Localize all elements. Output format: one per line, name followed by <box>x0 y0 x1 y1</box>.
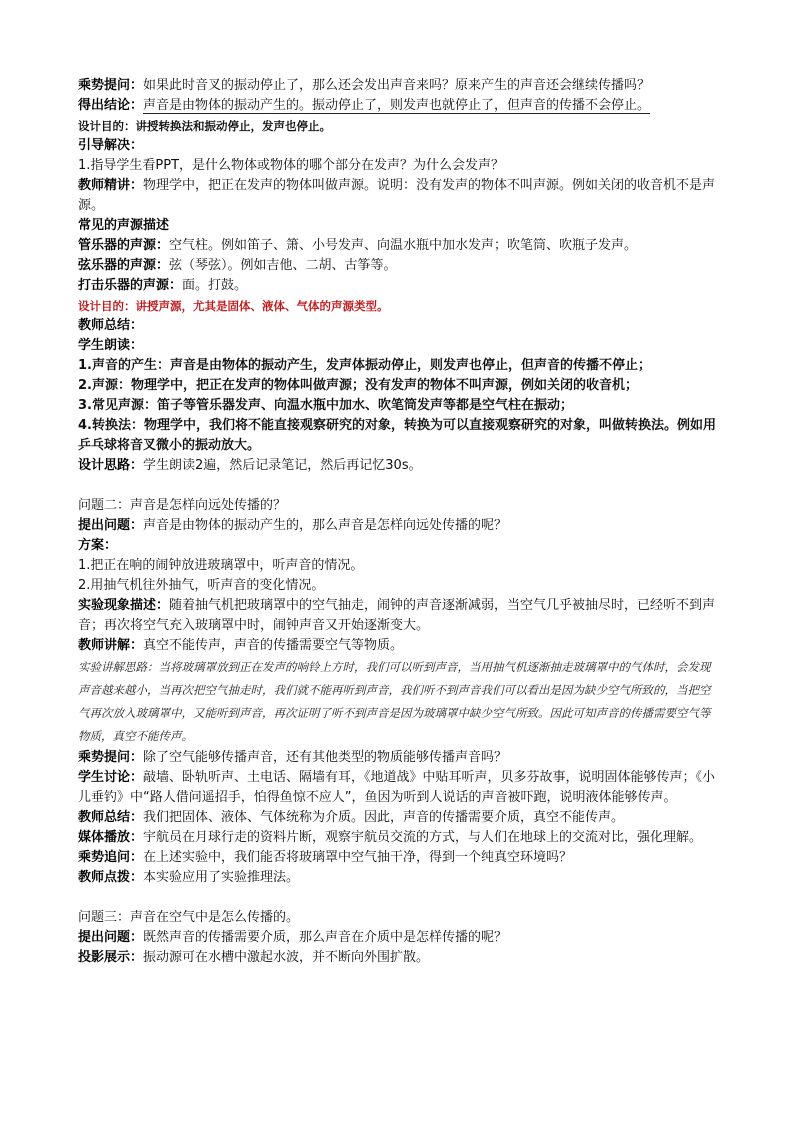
paragraph <box>78 948 718 968</box>
label: 教师总结： <box>78 810 144 825</box>
label: 教师讲解： <box>78 638 144 653</box>
label: 设计思路： <box>78 458 144 473</box>
paragraph <box>78 868 718 888</box>
text: 弦（琴弦）。例如吉他、二胡、古筝等。 <box>169 258 397 273</box>
label: 弦乐器的声源： <box>78 258 170 273</box>
text: 声音是怎样向远处传播的？ <box>130 498 287 513</box>
label: 乘势提问： <box>78 750 144 765</box>
label: 投影展示： <box>78 950 144 965</box>
paragraph <box>78 256 718 276</box>
text: 声音是由物体的振动产生的，那么声音是怎样向远处传播的呢？ <box>143 518 508 533</box>
section-heading: 方案： <box>78 538 118 553</box>
text: 面。打鼓。 <box>182 278 248 293</box>
text: 除了空气能够传播声音，还有其他类型的物质能够传播声音吗？ <box>143 750 508 765</box>
spacer <box>78 888 718 908</box>
paragraph <box>78 496 718 516</box>
section-heading: 教师总结： <box>78 318 144 333</box>
label: 管乐器的声源： <box>78 238 170 253</box>
paragraph <box>78 848 718 868</box>
paragraph <box>78 748 718 768</box>
paragraph <box>78 516 718 536</box>
label: 乘势提问： <box>78 78 144 93</box>
paragraph <box>78 96 718 116</box>
design-purpose: 设计目的：讲授声源，尤其是固体、液体、气体的声源类型。 <box>78 299 389 313</box>
paragraph <box>78 596 718 636</box>
text: 我们把固体、液体、气体统称为介质。因此，声音的传播需要介质，真空不能传声。 <box>143 810 625 825</box>
text: 本实验应用了实验推理法。 <box>143 870 300 885</box>
text: 随着抽气机把玻璃罩中的空气抽走，闹钟的声音逐渐减弱，当空气几乎被抽尽时，已经听不到声音；再次将空气充入玻璃罩中时，闹钟声音又开始逐渐变大。 <box>78 598 716 633</box>
label: 学生讨论： <box>78 770 144 785</box>
spacer <box>78 476 718 496</box>
paragraph <box>78 456 718 476</box>
label: 媒体播放： <box>78 830 144 845</box>
text: 敲墙、卧轨听声、土电话、隔墙有耳，《地道战》中贴耳听声，贝多芬故事，说明固体能够传声；《小儿垂钓》中“路人借问遥招手，怕得鱼惊不应人”，鱼因为听到人说话的声音被吓跑，说明液体能够传声。 <box>78 770 716 805</box>
paragraph <box>78 236 718 256</box>
paragraph <box>78 928 718 948</box>
paragraph: 1.指导学生看PPT，是什么物体或物体的哪个部分在发声？为什么会发声？ <box>78 158 505 173</box>
text: 物理学中，把正在发声的物体叫做声源。说明：没有发声的物体不叫声源。例如关闭的收音机不是声源。 <box>78 178 716 213</box>
label: 提出问题： <box>78 930 144 945</box>
design-purpose: 设计目的：讲授转换法和振动停止，发声也停止。 <box>78 119 331 133</box>
label: 得出结论： <box>78 98 144 113</box>
paragraph <box>78 276 718 296</box>
text: 既然声音的传播需要介质，那么声音在介质中是怎样传播的呢？ <box>143 930 508 945</box>
summary-item: 2.声源：物理学中，把正在发声的物体叫做声源；没有发声的物体不叫声源，例如关闭的收音机； <box>78 378 638 393</box>
summary-item: 1.声音的产生：声音是由物体的振动产生，发声体振动停止，则发声也停止，但声音的传播不停止； <box>78 358 651 373</box>
handwritten-note: 实验讲解思路：当将玻璃罩放到正在发声的响铃上方时，我们可以听到声音，当用抽气机逐渐抽走玻璃罩中的气体时，会发现声音越来越小，当再次把空气抽走时，我们就不能再听到声音，我们听不到声音我们可以看出是因为缺少空气所致的，当把空气再次放入玻璃罩中，又能听到声音，再次证明了听不到声音是因为玻璃罩中缺少空气所致。因此可知声音的传播需要空气等物质，真空不能传声。 <box>78 660 711 743</box>
text: 学生朗读2遍，然后记录笔记，然后再记忆30s。 <box>143 458 422 473</box>
paragraph: 1.把正在响的闹钟放进玻璃罩中，听声音的情况。 <box>78 558 364 573</box>
underlined-text: 声音是由物体的振动产生的。振动停止了，则发声也就停止了，但声音的传播不会停止。 <box>143 98 651 113</box>
lesson-plan-page <box>78 76 718 968</box>
paragraph <box>78 828 718 848</box>
paragraph <box>78 76 718 96</box>
text: 如果此时音叉的振动停止了，那么还会发出声音来吗？原来产生的声音还会继续传播吗？ <box>143 78 651 93</box>
paragraph <box>78 176 718 216</box>
text: 宇航员在月球行走的资料片断，观察宇航员交流的方式，与人们在地球上的交流对比，强化理解。 <box>143 830 703 845</box>
text: 声音在空气中是怎么传播的。 <box>130 910 300 925</box>
text: 真空不能传声，声音的传播需要空气等物质。 <box>143 638 404 653</box>
label: 打击乐器的声源： <box>78 278 183 293</box>
summary-item: 4.转换法：物理学中，我们将不能直接观察研究的对象，转换为可以直接观察研究的对象，叫做转换法。例如用乒乓球将音叉微小的振动放大。 <box>78 418 716 453</box>
label: 实验现象描述： <box>78 598 170 613</box>
paragraph <box>78 908 718 928</box>
section-heading: 学生朗读： <box>78 338 144 353</box>
label: 提出问题： <box>78 518 144 533</box>
paragraph <box>78 768 718 808</box>
label: 问题三： <box>78 910 131 925</box>
text: 空气柱。例如笛子、箫、小号发声、向温水瓶中加水发声；吹笔筒、吹瓶子发声。 <box>169 238 638 253</box>
summary-item: 3.常见声源：笛子等管乐器发声、向温水瓶中加水、吹笔筒发声等都是空气柱在振动； <box>78 398 573 413</box>
section-heading: 常见的声源描述 <box>78 218 170 233</box>
label: 问题二： <box>78 498 131 513</box>
label: 教师精讲： <box>78 178 144 193</box>
paragraph <box>78 636 718 656</box>
paragraph: 2.用抽气机往外抽气，听声音的变化情况。 <box>78 578 325 593</box>
text: 在上述实验中，我们能否将玻璃罩中空气抽干净，得到一个纯真空环境吗？ <box>143 850 573 865</box>
label: 教师点拨： <box>78 870 144 885</box>
paragraph <box>78 808 718 828</box>
label: 乘势追问： <box>78 850 144 865</box>
text: 振动源可在水槽中激起水波，并不断向外围扩散。 <box>143 950 430 965</box>
section-heading: 引导解决： <box>78 138 144 153</box>
